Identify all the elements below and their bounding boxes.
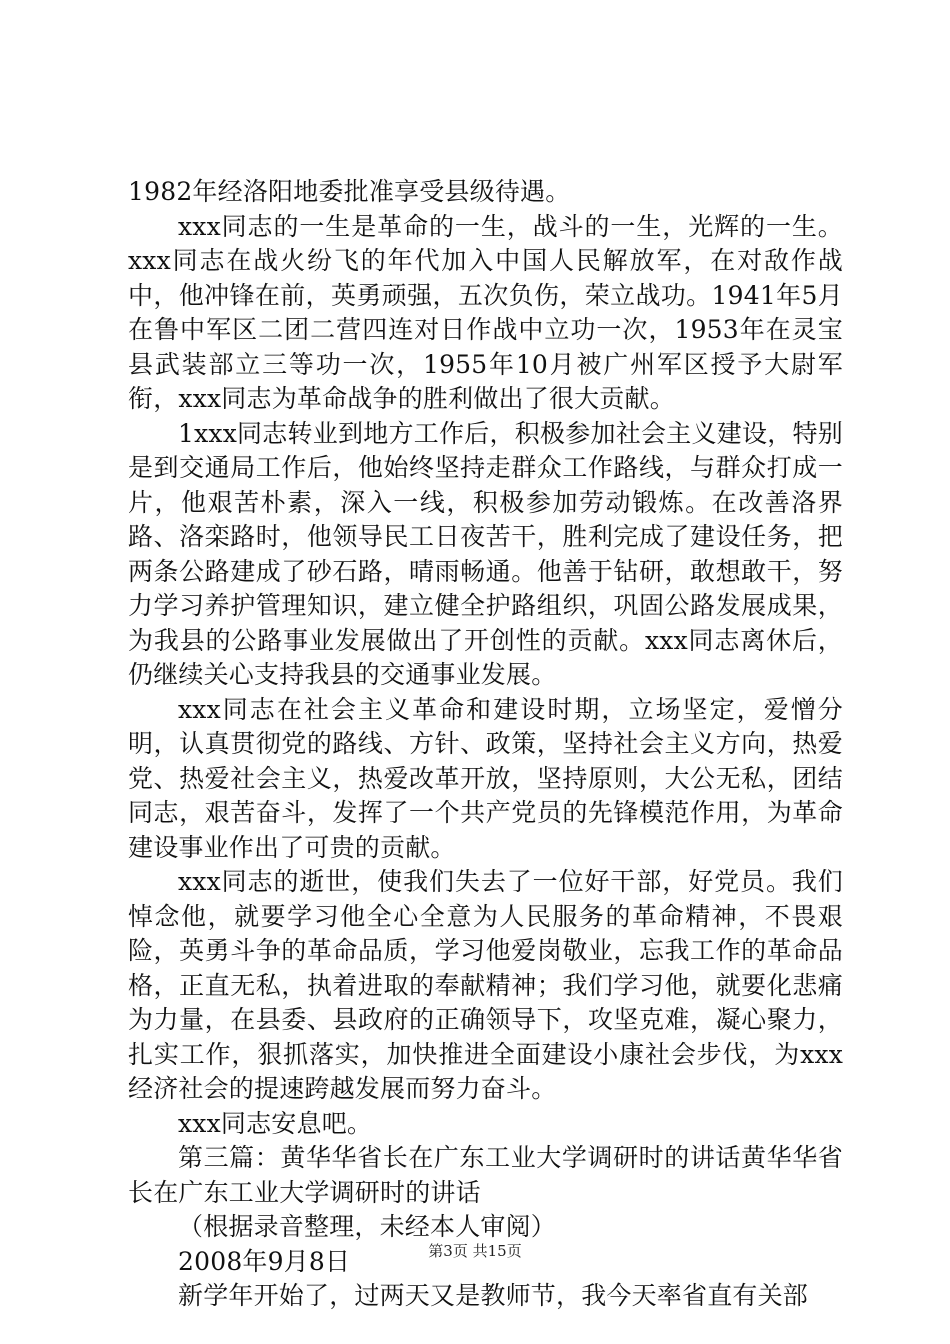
paragraph-5: xxx同志的逝世，使我们失去了一位好干部，好党员。我们悼念他，就要学习他全心全意为人民服务的革命精神，不畏艰险，英勇斗争的革命品质，学习他爱岗敬业，忘我工作的革命品格，正直无私，执着进取的奉献精神；我们学习他，就要化悲痛为力量，在县委、县政府的正确领导下，攻坚克难，凝心聚力，扎实工作，狠抓落实，加快推进全面建设小康社会步伐，为xxx经济社会的提速跨越发展而努力奋斗。 (128, 867, 843, 1103)
section-note: （根据录音整理，未经本人审阅） (178, 1212, 557, 1241)
document-body (128, 175, 843, 1314)
page-number: 第3页 共15页 (428, 1242, 522, 1260)
section-date: 2008年9月8日 (178, 1246, 351, 1276)
paragraph-6: xxx同志安息吧。 (178, 1108, 373, 1138)
section-heading: 第三篇：黄华华省长在广东工业大学调研时的讲话黄华华省长在广东工业大学调研时的讲话 (128, 1143, 843, 1207)
paragraph-2: xxx同志的一生是革命的一生，战斗的一生，光辉的一生。xxx同志在战火纷飞的年代加入中国人民解放军，在对敌作战中，他冲锋在前，英勇顽强，五次负伤，荣立战功。1941年5月在鲁中军区二团二营四连对日作战中立功一次，1953年在灵宝县武装部立三等功一次，1955年10月被广州军区授予大尉军衔，xxx同志为革命战争的胜利做出了很大贡献。 (128, 211, 843, 413)
paragraph-1: 1982年经洛阳地委批准享受县级待遇。 (128, 177, 571, 206)
paragraph-7: 新学年开始了，过两天又是教师节，我今天率省直有关部 (178, 1281, 809, 1310)
paragraph-3: 1xxx同志转业到地方工作后，积极参加社会主义建设，特别是到交通局工作后，他始终坚持走群众工作路线，与群众打成一片，他艰苦朴素，深入一线，积极参加劳动锻炼。在改善洛界路、洛栾路时，他领导民工日夜苦干，胜利完成了建设任务，把两条公路建成了砂石路，晴雨畅通。他善于钻研，敢想敢干，努力学习养护管理知识，建立健全护路组织，巩固公路发展成果，为我县的公路事业发展做出了开创性的贡献。xxx同志离休后，仍继续关心支持我县的交通事业发展。 (128, 418, 843, 689)
paragraph-4: xxx同志在社会主义革命和建设时期，立场坚定，爱憎分明，认真贯彻党的路线、方针、政策，坚持社会主义方向，热爱党、热爱社会主义，热爱改革开放，坚持原则，大公无私，团结同志，艰苦奋斗，发挥了一个共产党员的先锋模范作用，为革命建设事业作出了可贵的贡献。 (128, 694, 843, 862)
